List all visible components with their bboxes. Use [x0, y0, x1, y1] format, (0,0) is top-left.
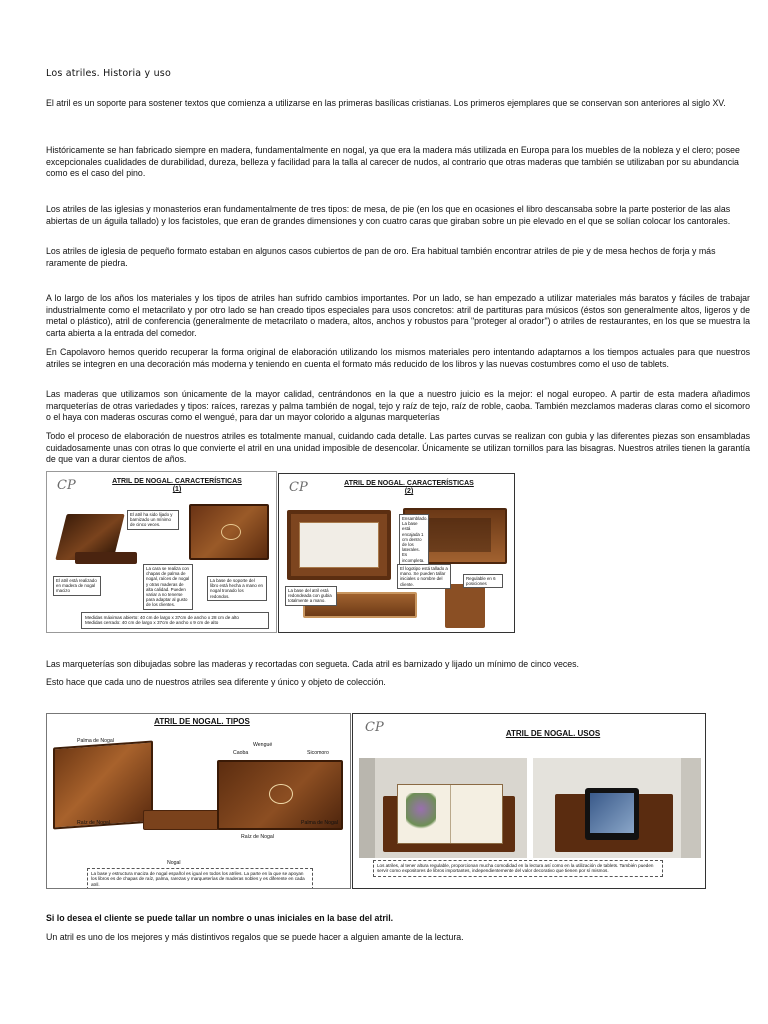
- label-nogal: Nogal: [167, 860, 181, 866]
- note-assembly: Ensamblado. La base está encajada 1 cm dentro de los laterales. Es incompleta.: [399, 514, 429, 565]
- panel-2-title-line2: (2): [404, 488, 414, 495]
- note-solid-walnut: El atril está realizado en madera de nogal macizo: [53, 576, 101, 596]
- paragraph-process: Todo el proceso de elaboración de nuestros atriles es totalmente manual, cuidando cada detalle. Las partes curvas se realizan con gubia y las diferentes piezas son ensambladas cuidadosamente unas con otras lo que convierte el atril en una unidad imposible de desencolar. Únicamente se utilizan tornillos para las bisagras. Nuestros atriles tienen la garantía de que van a durar cientos de años.: [46, 431, 750, 465]
- label-raiz-nogal-1: Raíz de Nogal: [77, 820, 110, 826]
- paragraph-gift: Un atril es uno de los mejores y más distintivos regalos que se puede hacer a alguien amante de la lectura.: [46, 932, 464, 942]
- capolavoro-logo: CP: [57, 478, 76, 493]
- label-sicomoro: Sicomoro: [307, 750, 329, 756]
- measure-closed: Medidas cerrado: 40 cm de largo x 37cm de ancho x 9 cm de alto: [85, 620, 219, 626]
- panel-2-title: [329, 480, 489, 496]
- panel-1-title-line2: (1): [172, 486, 182, 493]
- capolavoro-logo: CP: [365, 720, 384, 735]
- tablet-on-lectern-photo: [533, 758, 701, 858]
- lectern-closed-photo: [143, 810, 219, 830]
- panel-characteristics-2: [278, 473, 515, 633]
- lectern-palma-photo: [53, 741, 153, 830]
- document-title: Los atriles. Historia y uso: [46, 68, 171, 79]
- label-raiz-nogal-2: Raíz de Nogal: [241, 834, 274, 840]
- paragraph-small-format: Los atriles de iglesia de pequeño formato estaban en algunos casos cubiertos de pan de oro. Era habitual también encontrar atriles de pie y de mesa hechos de forja y más raramente de piedra.: [46, 246, 716, 268]
- paragraph-unique: Esto hace que cada uno de nuestros atriles sea diferente y único y objeto de colección.: [46, 677, 386, 687]
- note-carved-logo: El logotipo está tallado a mano. Se pueden tallar iniciales o nombre del cliente.: [397, 564, 451, 589]
- label-palma-nogal-1: Palma de Nogal: [77, 738, 114, 744]
- panel-3-title: ATRIL DE NOGAL. TIPOS: [154, 717, 250, 726]
- note-book-base: La base de soporte del libro está hecha a mano en nogal tronado los redondos.: [207, 576, 267, 601]
- marquetry-top-photo: [189, 504, 269, 560]
- paragraph-capolavoro: En Capolavoro hemos querido recuperar la forma original de elaboración utilizando los mismos materiales pero intentando adaptarnos a los tiempos actuales para que nuestros atriles se integren en una decoración más moderna y teniendo en cuenta el formato más reducido de los libros y las nuevas costumbres como el uso de tablets.: [46, 347, 750, 369]
- capolavoro-logo: CP: [289, 480, 308, 495]
- panel-characteristics-1: [46, 471, 277, 633]
- paragraph-woods: Las maderas que utilizamos son únicamente de la mayor calidad, centrándonos en la que a nuestro juicio es la mejor: el nogal europeo. A partir de esta madera añadimos marqueterías de otras variedades y tipos: raíces, rarezas y palma también de nogal, tejo y raíz de tejo, raíz de roble, caoba. También mezclamos maderas claras como el sicomoro o el haya con maderas oscuras como el wengué, para dar un mayor colorido a algunas marqueterías: [46, 389, 750, 423]
- label-caoba: Caoba: [233, 750, 249, 756]
- paragraph-intro: El atril es un soporte para sostener textos que comienza a utilizarse en las primeras basílicas cristianas. Los primeros ejemplares que se conservan son anteriores al siglo XV.: [46, 98, 726, 108]
- panel-4-title: ATRIL DE NOGAL. USOS: [505, 729, 601, 738]
- paragraph-marquetry: Las marqueterías son dibujadas sobre las maderas y recortadas con segueta. Cada atril es barnizado y lijado un mínimo de cinco veces.: [46, 659, 579, 669]
- panel-2-title-line1: ATRIL DE NOGAL. CARACTERÍSTICAS: [344, 480, 474, 487]
- note-varnished: El atril ha sido lijado y barnizado un mínimo de cinco veces.: [127, 510, 179, 530]
- panel-types: [46, 713, 351, 889]
- lectern-base-photo: [75, 552, 137, 564]
- panel-1-title-line1: ATRIL DE NOGAL. CARACTERÍSTICAS: [112, 478, 242, 485]
- panel-4-caption: Los atriles, al tener altura regulable, proporcionan mucha comodidad en la lectura así como en la utilización de tablets. También pueden servir como expositores de libros importantes, independientemente del valor decorativo que tienen por sí mismos.: [373, 860, 663, 877]
- label-palma-nogal-2: Palma de Nogal: [301, 820, 338, 826]
- panel-1-title: [97, 478, 257, 494]
- measure-open: Medidas máximas abierto: 40 cm de largo x 37cm de ancho x 28 cm de alto: [85, 615, 239, 620]
- panel-3-caption: La base y estructura maciza de nogal español es igual en todos los atriles. La parte en la que se apoyan los libros es de chapas de raíz, palma, rarezas y marqueterías de maderas nobles y es diferente en cada atril.: [87, 868, 313, 889]
- note-adjustable: Regulable en 6 posiciones: [463, 574, 503, 588]
- panel-uses: [352, 713, 706, 889]
- carved-logo-photo: [445, 584, 485, 628]
- label-wengue: Wengué: [253, 742, 273, 748]
- frame-photo: [287, 510, 391, 580]
- note-rounded-base: La base del atril está redondeada con gubia totalmente a mano.: [285, 586, 337, 606]
- paragraph-church-types: Los atriles de las iglesias y monasterios eran fundamentalmente de tres tipos: de mesa, de pie (en los que en ocasiones el libro descansaba sobre la parte posterior de las alas abiertas de un águila tallado) y los facistoles, que eran de grandes dimensiones y con cuatro caras que giraban sobre un pie elevado en el que se solían colocar los cantorales.: [46, 204, 731, 226]
- paragraph-engraving: Si lo desea el cliente se puede tallar un nombre o unas iniciales en la base del atril.: [46, 913, 394, 923]
- measurements-box: [81, 612, 269, 629]
- note-marquetry-face: La cara se realiza con chapas de palma de nogal, raíces de nogal y otras maderas de alta calidad. Pueden variar a no tenerse para adaptar al gusto de los clientes.: [143, 564, 193, 610]
- paragraph-history: Históricamente se han fabricado siempre en madera, fundamentalmente en nogal, ya que era la madera más utilizada en Europa para los muebles de la nobleza y el clero; posee excepcionales cualidades de durabilidad, dureza, belleza y facilidad para la talla al carecer de nudos, al contrario que otras maderas que también se utilizaban por su abundancia como es el caso del pino.: [46, 145, 740, 179]
- book-on-lectern-photo: [359, 758, 527, 858]
- paragraph-changes: A lo largo de los años los materiales y los tipos de atriles han sufrido cambios importantes. Por un lado, se han empezado a utilizar materiales más baratos y fáciles de trabajar industrialmente como el metacrilato y por otro lado se han creado tipos especiales para usos concretos: atril de partituras para músicos (éstos son generalmente altos, ligeros y de metal o plástico), atril de conferencia (generalmente de metacrilato o madera, altos, anchos y robustos para "proteger al orador") o atriles de restaurantes, en los que se muestra la carta abierta a la entrada del comedor.: [46, 293, 750, 338]
